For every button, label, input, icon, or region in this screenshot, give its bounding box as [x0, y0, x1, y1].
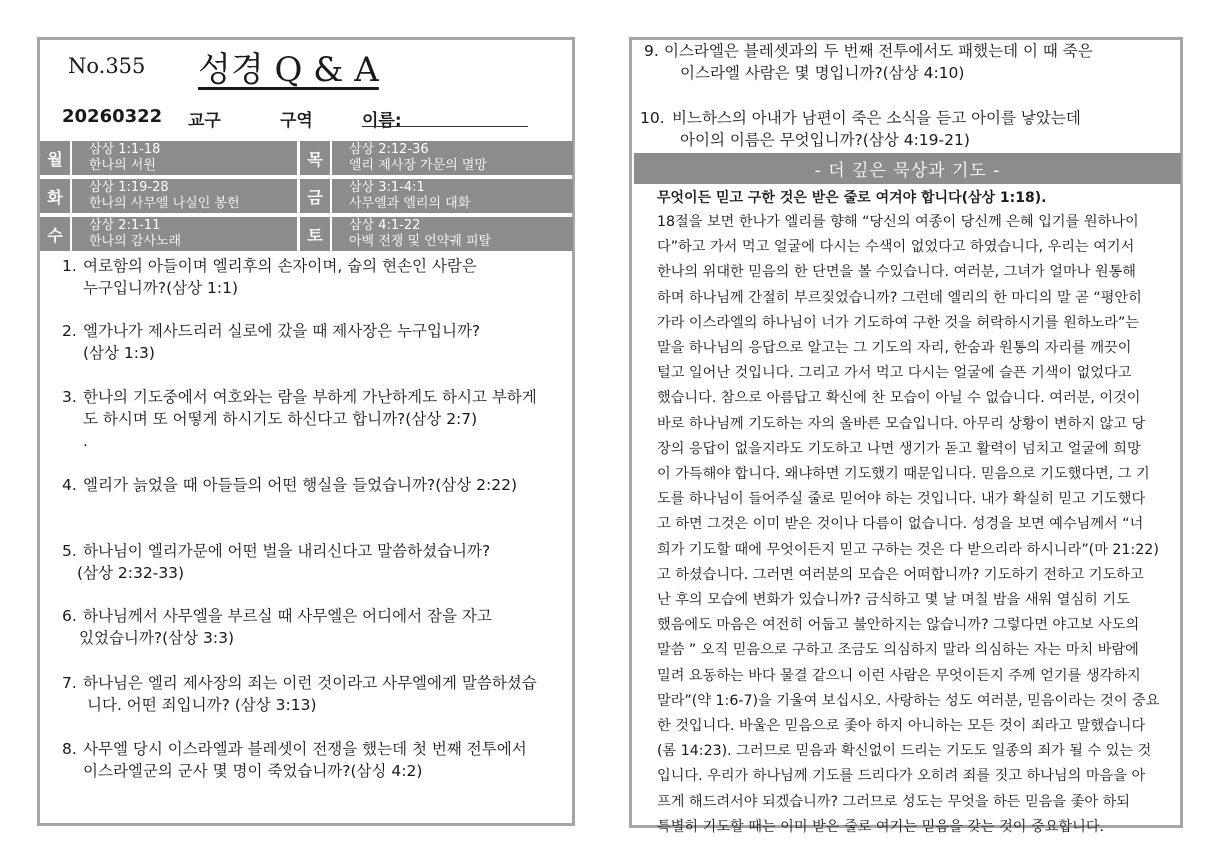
devotional-line: 희가 기도할 때에 무엇이든지 믿고 구하는 것은 다 받으리라 하시니라”(마 21:22) [657, 541, 1159, 558]
question-text: 하나님께서 사무엘을 부르실 때 사무엘은 어디에서 잠을 자고 [83, 607, 492, 625]
devotional-body [657, 210, 1174, 840]
reading-ref: 삼상 3:1-4:1 [349, 180, 425, 195]
question-text: 엘리가 늙었을 때 아들들의 어떤 행실을 들었습니까?(삼상 2:22) [83, 476, 517, 494]
name-underline [362, 126, 528, 127]
reading-ref: 삼상 1:19-28 [89, 180, 169, 195]
reading-cell [72, 141, 297, 175]
question-text: (삼상 2:32-33) [77, 564, 185, 582]
devotional-line: 했음에도 마음은 여전히 어둡고 불안하지는 않습니까? 그렇다면 야고보 사도의 [657, 617, 1140, 634]
reading-ref: 삼상 2:1-11 [89, 218, 161, 233]
reading-cell [72, 217, 297, 251]
question-number: 10. [640, 109, 665, 127]
question-text: 하나님은 엘리 제사장의 죄는 이런 것이라고 사무엘에게 말씀하셨습 [83, 674, 537, 692]
question-text: 이스라엘군의 군사 몇 명이 죽었습니까?(삼싱 4:2) [83, 762, 423, 780]
devotional-line: 고 하셨습니다. 그러면 여러분의 모습은 어떠합니까? 기도하기 전하고 기도하고 [657, 566, 1144, 583]
name-label: 이름: [362, 111, 402, 131]
page-title: 성경 Q & A [198, 50, 379, 90]
question-number: 9. [644, 42, 659, 60]
left-panel [37, 37, 575, 826]
devotional-line: 난 후의 모습에 변화가 있습니까? 금식하고 몇 날 며칠 밤을 새워 열심히 기도 [657, 592, 1130, 609]
section-title-bar: - 더 깊은 묵상과 기도 - [634, 153, 1181, 184]
devotional-line: 장의 응답이 없을지라도 기도하고 나면 생기가 돋고 활력이 넘치고 얼굴에 희망 [657, 440, 1141, 457]
question-number: 6. [62, 607, 77, 625]
district-label: 구역 [280, 111, 313, 131]
devotional-line: 특별히 기도할 때는 이미 받은 줄로 여기는 믿음을 갖는 것이 중요합니다. [657, 818, 1105, 835]
question-text: (삼상 1:3) [83, 344, 155, 362]
day-cell: 월 [40, 141, 70, 175]
devotional-line: 프게 해드려서야 되겠습니까? 그러므로 성도는 무엇을 하든 믿음을 좇아 하되 [657, 793, 1130, 810]
devotional-line: 한나의 위대한 믿음의 한 단면을 볼 수있습니다. 여러분, 그녀가 얼마나 원통해 [657, 264, 1136, 281]
devotional-line: 했습니다. 참으로 아름답고 확신에 찬 모습이 아닐 수 없습니다. 여러분, 이것이 [657, 390, 1141, 407]
question-text: 비느하스의 아내가 남편이 죽은 소식을 듣고 아이를 낳았는데 [672, 109, 1081, 127]
issue-number: No.355 [68, 54, 146, 78]
devotional-line: 하며 하나님께 간절히 부르짖었습니까? 그런데 엘리의 한 마디의 말 곧 “평안히 [657, 289, 1142, 306]
day-cell: 토 [300, 217, 330, 251]
devotional-heading: 무엇이든 믿고 구한 것은 받은 줄로 여겨야 합니다(삼상 1:18). [657, 190, 1047, 206]
question-text: 여로함의 아들이며 엘리후의 손자이며, 숩의 현손인 사람은 [83, 257, 477, 275]
reading-title: 한나의 사무엘 나실인 봉헌 [89, 196, 240, 211]
schedule-row [40, 217, 573, 253]
reading-title: 아벡 전쟁 및 언약궤 피탈 [349, 234, 492, 249]
reading-cell [332, 141, 573, 175]
question-text: 이스라엘은 블레셋과의 두 번째 전투에서도 패했는데 이 때 죽은 [664, 42, 1093, 60]
reading-cell [72, 179, 297, 213]
devotional-line: 다”하고 가서 먹고 얼굴에 다시는 수색이 없었다고 하였습니다, 우리는 여기서 [657, 239, 1135, 256]
question-number: 1. [62, 257, 77, 275]
reading-title: 한나의 감사노래 [89, 234, 182, 249]
question-text: 아이의 이름은 무엇입니까?(삼상 4:19-21) [680, 131, 970, 149]
question-number: 2. [62, 322, 77, 340]
devotional-line: 18절을 보면 한나가 엘리를 향해 “당신의 여종이 당신께 은혜 입기를 원하나이 [657, 214, 1139, 230]
question-number: 4. [62, 476, 77, 494]
reading-title: 엘리 제사장 가문의 멸망 [349, 158, 487, 173]
reading-schedule [40, 141, 573, 253]
devotional-line: 털고 일어난 것입니다. 그리고 가서 먹고 다시는 얼굴에 슬픈 기색이 없었다고 [657, 365, 1132, 382]
devotional-line: 말씀 ” 오직 믿음으로 구하고 조금도 의심하지 말라 의심하는 자는 마치 바람에 [657, 642, 1139, 659]
church-label: 교구 [188, 111, 221, 131]
devotional-line: 가라 이스라엘의 하나님이 너가 기도하여 구한 것을 허락하시기를 원하노라”는 [657, 314, 1139, 331]
devotional-line: 바로 하나님께 기도하는 자의 올바른 모습입니다. 아무리 상황이 변하지 않고 당 [657, 415, 1146, 432]
devotional-line: 고 하면 그것은 이미 받은 것이나 다름이 없습니다. 성경을 보면 예수님께서 “너 [657, 516, 1144, 533]
question-text: 한나의 기도중에서 여호와는 람을 부하게 가난하게도 하시고 부하게 [83, 388, 537, 406]
reading-ref: 삼상 1:1-18 [89, 142, 161, 157]
question-number: 3. [62, 388, 77, 406]
devotional-line: 도를 하나님이 들어주실 줄로 믿어야 하는 것입니다. 내가 확실히 믿고 기도했다 [657, 491, 1146, 508]
day-cell: 수 [40, 217, 70, 251]
devotional-line: 이 가득해야 합니다. 왜냐하면 기도했기 때문입니다. 믿음으로 기도했다면, 그 기 [657, 466, 1150, 483]
devotional-line: 말라”(약 1:6-7)을 기울여 보십시오. 사랑하는 성도 여러분, 믿음이라는 것이 중요 [657, 692, 1160, 709]
devotional-line: (롬 14:23). 그러므로 믿음과 확신없이 드리는 기도도 일종의 죄가 될 수 있는 것 [657, 743, 1152, 760]
question-number: 8. [62, 740, 77, 758]
question-text: 사무엘 당시 이스라엘과 블레셋이 전쟁을 했는데 첫 번째 전투에서 [83, 740, 527, 758]
question-number: 7. [62, 674, 77, 692]
question-number: 5. [62, 542, 77, 560]
schedule-row [40, 179, 573, 215]
reading-cell [332, 217, 573, 251]
reading-title: 한나의 서원 [89, 158, 156, 173]
day-cell: 목 [300, 141, 330, 175]
devotional-line: 한 것입니다. 바울은 믿음으로 좇아 하지 아니하는 모든 것이 죄라고 말했습니다 [657, 718, 1146, 735]
question-text: . [83, 432, 88, 450]
reading-title: 사무엘과 엘리의 대화 [349, 196, 471, 211]
question-text: 니다. 어떤 죄입니까? (삼상 3:13) [87, 696, 317, 714]
question-text: 도 하시며 또 어떻게 하시기도 하신다고 합니까?(삼상 2:7) [83, 410, 478, 428]
right-panel [629, 37, 1183, 835]
reading-ref: 삼상 2:12-36 [349, 142, 429, 157]
question-text: 있었습니까?(삼상 3:3) [79, 629, 235, 647]
reading-cell [332, 179, 573, 213]
question-text: 엘가나가 제사드리러 실로에 갔을 때 제사장은 누구입니까? [83, 322, 481, 340]
devotional-line: 밀려 요동하는 바다 물결 같으니 이런 사람은 무엇이든지 주께 얻기를 생각하지 [657, 667, 1141, 684]
schedule-row [40, 141, 573, 177]
reading-ref: 삼상 4:1-22 [349, 218, 421, 233]
devotional-line: 입니다. 우리가 하나님께 기도를 드리다가 오히려 죄를 짓고 하나님의 마음을 아 [657, 768, 1146, 785]
day-cell: 금 [300, 179, 330, 213]
day-cell: 화 [40, 179, 70, 213]
devotional-line: 말을 하나님의 응답으로 알고는 그 기도의 자리, 한숨과 원통의 자리를 깨끗이 [657, 340, 1132, 357]
question-text: 누구입니까?(삼상 1:1) [83, 279, 239, 297]
question-text: 이스라엘 사람은 몇 명입니까?(삼상 4:10) [680, 64, 965, 82]
date-label: 20260322 [62, 106, 163, 127]
question-text: 하나님이 엘리가문에 어떤 벌을 내리신다고 말씀하셨습니까? [83, 542, 491, 560]
